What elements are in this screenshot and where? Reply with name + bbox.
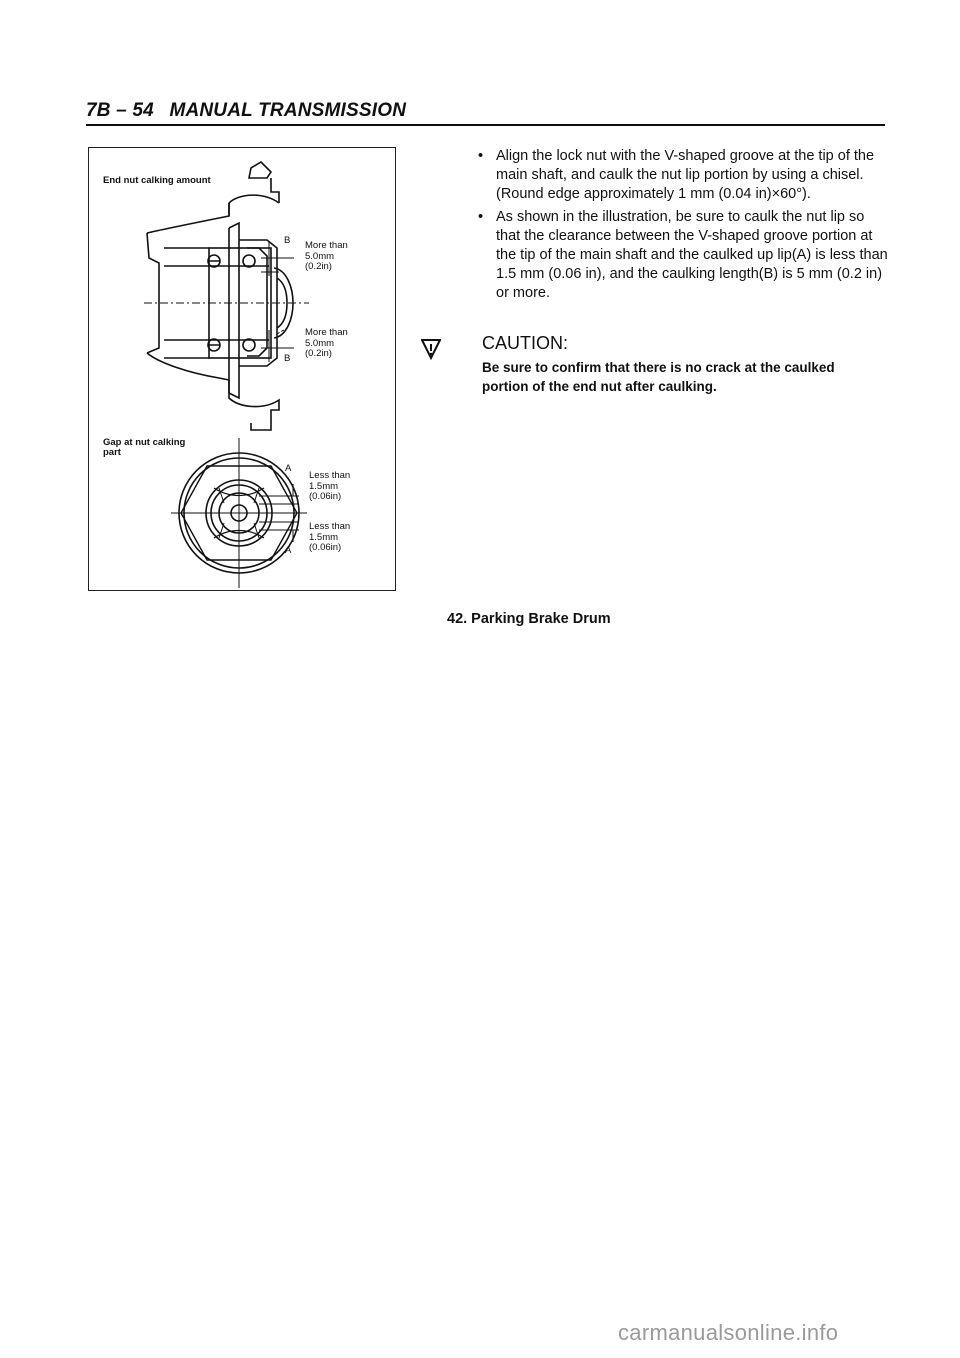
instruction-item	[478, 147, 888, 204]
instruction-text: As shown in the illustration, be sure to caulk the nut lip so that the clearance between the V-shaped groove portion at the tip of the main shaft and the caulked up lip(A) is less than 1.5 mm (0.06 in), and the caulking length(B) is 5 mm (0.2 in) or more.	[496, 209, 888, 301]
header-rule	[86, 124, 885, 126]
instruction-list	[478, 147, 888, 307]
dim-upper-line2: 5.0mm	[305, 250, 335, 262]
gap-lower-line2: 1.5mm	[309, 531, 339, 543]
dim-lower-text	[305, 328, 348, 360]
gap-lower-text	[309, 522, 350, 554]
instruction-item	[478, 208, 888, 303]
bullet-icon: •	[478, 209, 484, 225]
dim-lower-line1: More than	[305, 327, 348, 338]
gap-upper-line3: (0.06in)	[309, 491, 342, 502]
nut-caulking-figure	[88, 147, 396, 591]
page-header	[86, 100, 406, 122]
gap-lower-line3: (0.06in)	[309, 542, 342, 553]
gap-upper-line2: 1.5mm	[309, 480, 339, 492]
caution-title: CAUTION:	[482, 333, 569, 353]
dim-upper-line3: (0.2in)	[305, 261, 332, 272]
watermark: carmanualsonline.info	[618, 1320, 839, 1345]
section-title: MANUAL TRANSMISSION	[169, 100, 407, 121]
step-heading: 42. Parking Brake Drum	[447, 611, 611, 627]
instruction-text: Align the lock nut with the V-shaped groove at the tip of the main shaft, and caulk the nut lip portion by using a chisel. (Round edge approximately 1 mm (0.04 in)×60°).	[496, 148, 875, 202]
bullet-icon: •	[478, 148, 484, 164]
dim-upper-line1: More than	[305, 240, 348, 251]
caution-triangle-icon	[421, 338, 441, 360]
gap-upper-line1: Less than	[309, 470, 351, 481]
section-number: 7B – 54	[86, 100, 154, 121]
dim-upper-text	[305, 241, 348, 273]
gap-lower-letter: A	[285, 545, 292, 556]
dim-lower-letter: B	[284, 353, 291, 364]
dim-upper-letter: B	[284, 235, 291, 246]
caution-body: Be sure to confirm that there is no crack at the caulked portion of the end nut after caulking.	[482, 360, 835, 394]
gap-at-nut-label: Gap at nut calking part	[103, 437, 186, 458]
gap-upper-text	[309, 471, 350, 503]
gap-upper-letter: A	[285, 463, 292, 474]
dim-lower-line3: (0.2in)	[305, 348, 332, 359]
end-nut-calking-label: End nut calking amount	[103, 175, 211, 186]
gap-lower-line1: Less than	[309, 521, 351, 532]
dim-lower-line2: 5.0mm	[305, 337, 335, 349]
